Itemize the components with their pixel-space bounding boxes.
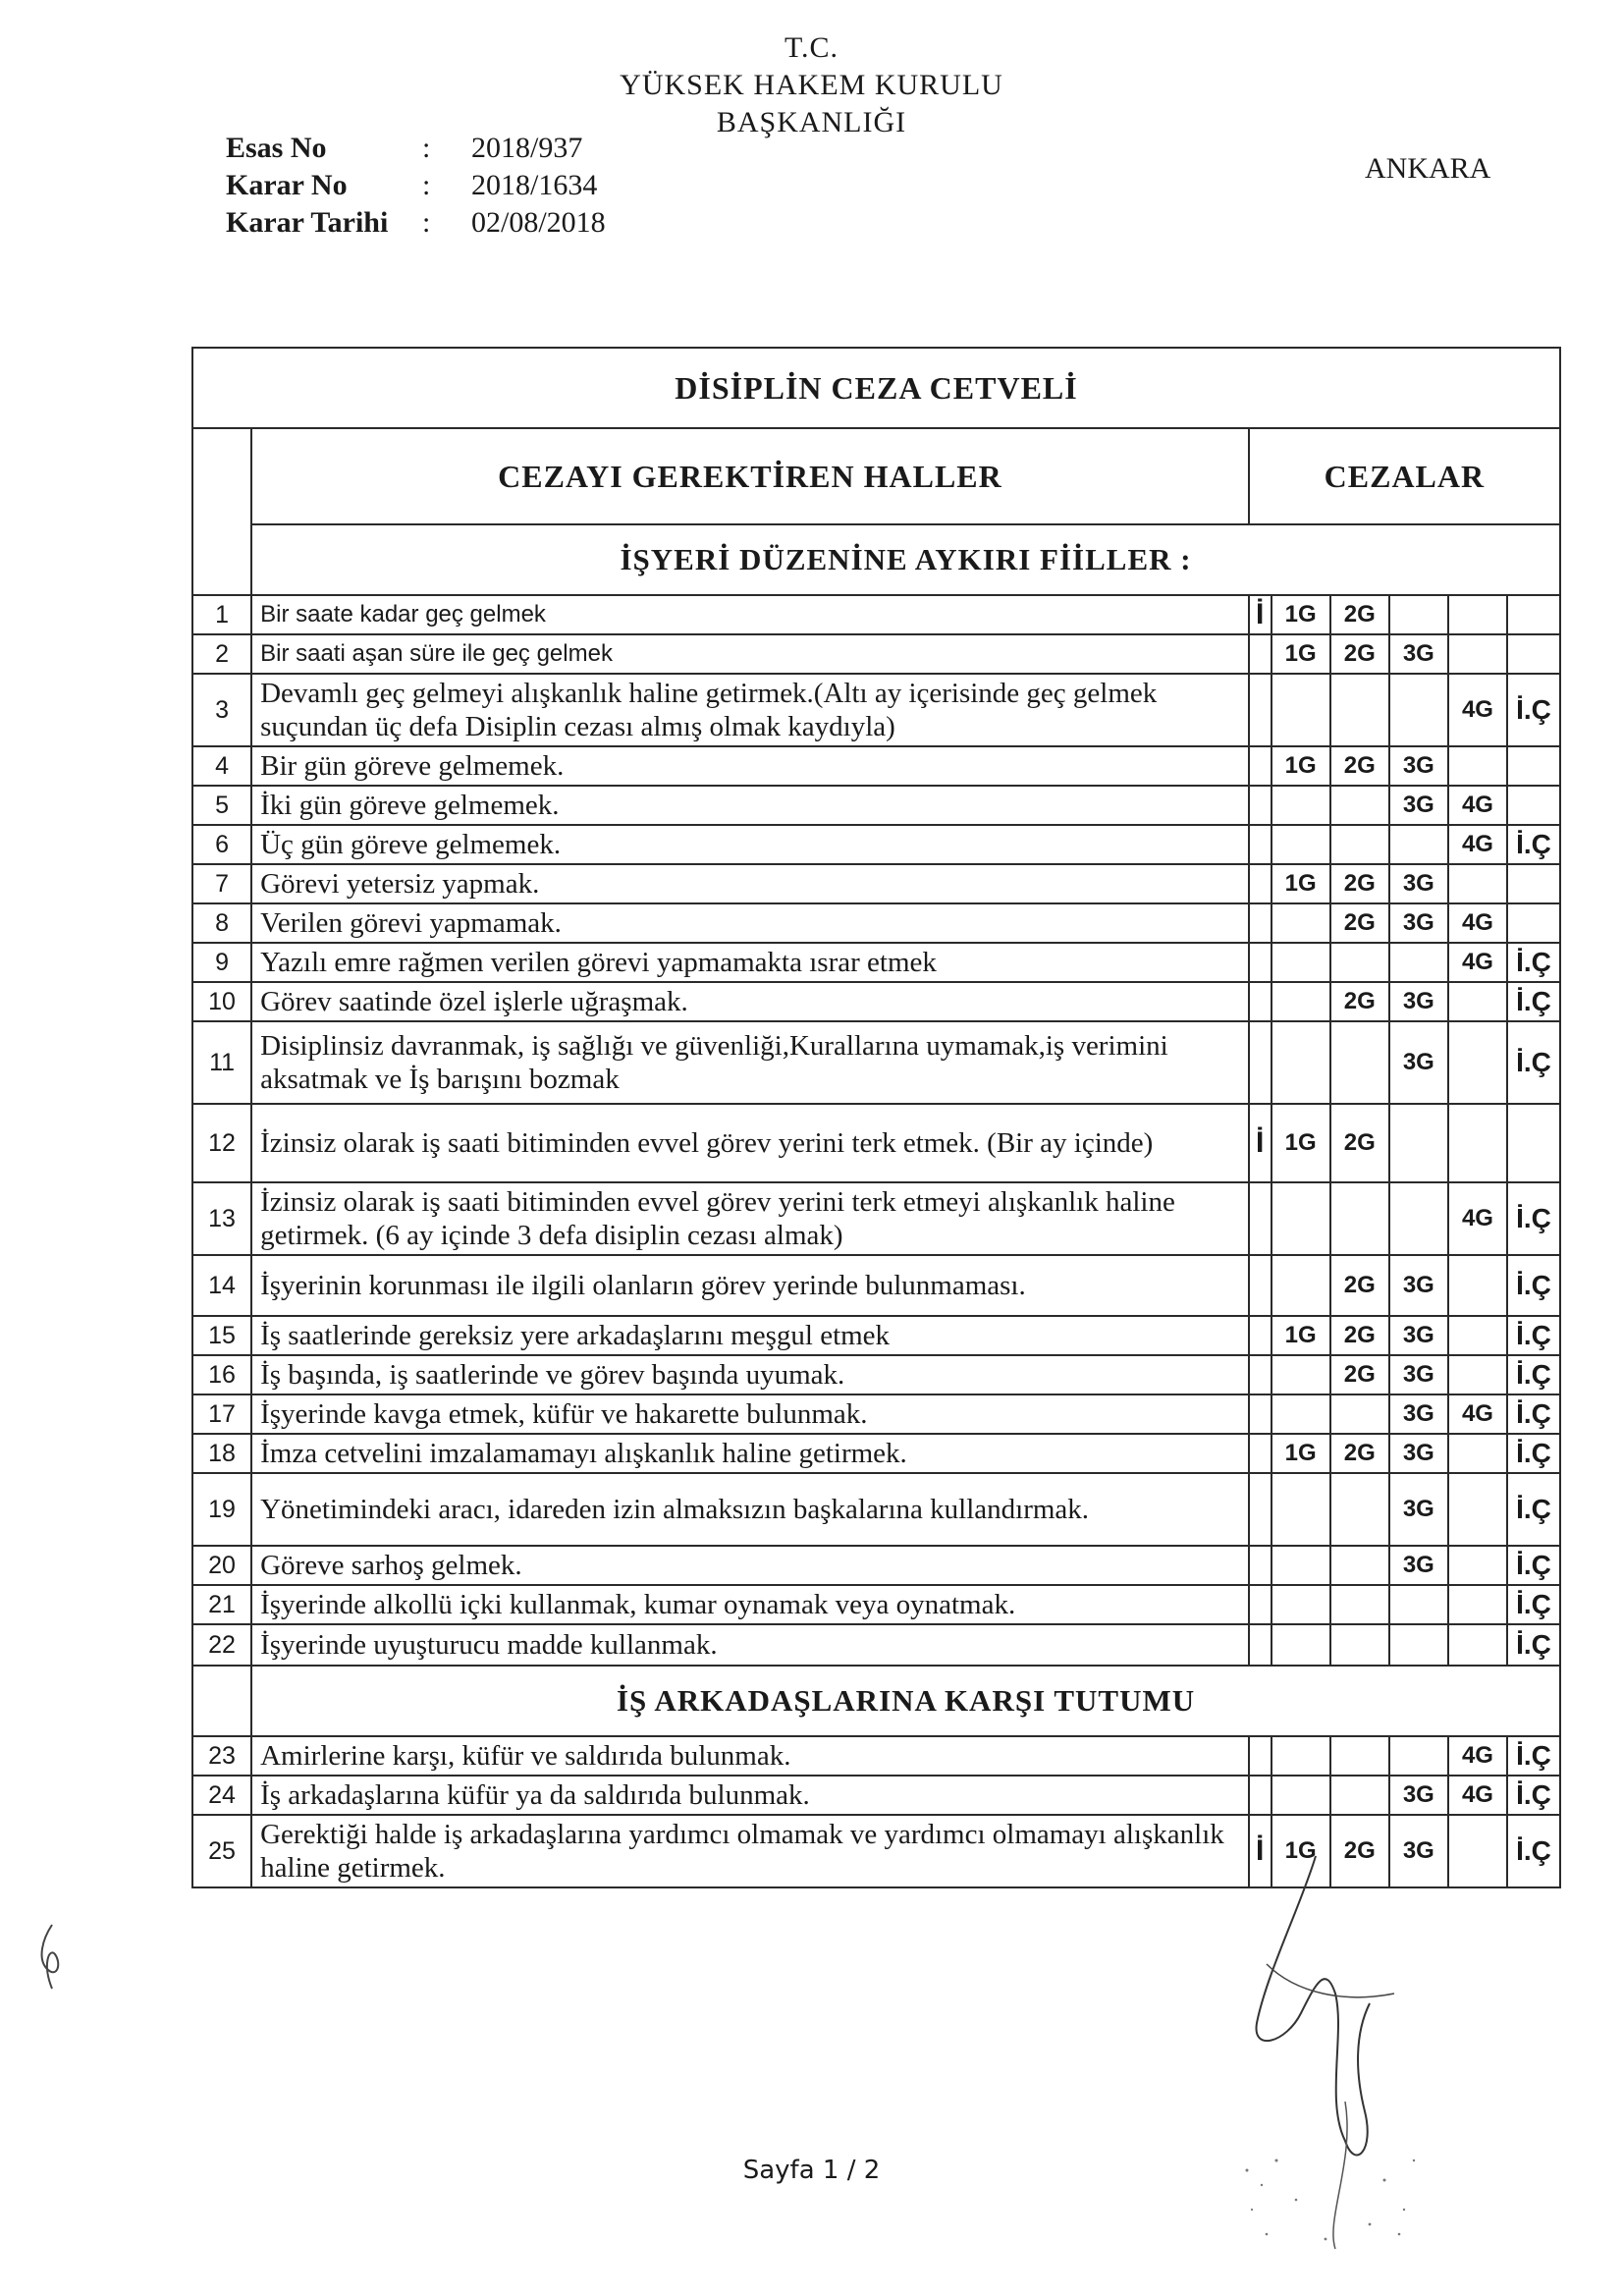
penalty-cell: 4G xyxy=(1448,825,1507,864)
handwritten-mark-icon xyxy=(27,1920,77,1998)
penalty-cell: 1G xyxy=(1271,746,1330,786)
table-row xyxy=(192,1355,1560,1394)
row-number: 15 xyxy=(192,1316,251,1355)
penalty-cell xyxy=(1507,634,1560,674)
penalty-cell: 2G xyxy=(1330,1815,1389,1887)
penalty-cell xyxy=(1448,1624,1507,1666)
penalty-cell: 3G xyxy=(1389,864,1448,903)
page-number: Sayfa 1 / 2 xyxy=(742,2156,881,2185)
penalty-cell xyxy=(1330,1473,1389,1546)
penalty-cell xyxy=(1249,982,1271,1021)
penalty-cell: 4G xyxy=(1448,674,1507,746)
penalty-cell xyxy=(1249,825,1271,864)
row-number: 5 xyxy=(192,786,251,825)
penalty-cell xyxy=(1271,1394,1330,1434)
penalty-cell xyxy=(1389,1182,1448,1255)
penalty-cell xyxy=(1249,1473,1271,1546)
penalty-cell: 3G xyxy=(1389,1546,1448,1585)
row-description: Bir saati aşan süre ile geç gelmek xyxy=(251,634,1249,674)
penalty-cell: 2G xyxy=(1330,595,1389,634)
penalty-cell: 3G xyxy=(1389,982,1448,1021)
table-row xyxy=(192,634,1560,674)
row-description: Bir saate kadar geç gelmek xyxy=(251,595,1249,634)
header-blank xyxy=(192,428,251,595)
penalty-cell: İ.Ç xyxy=(1507,1736,1560,1776)
penalty-cell xyxy=(1249,1624,1271,1666)
penalty-cell: 3G xyxy=(1389,786,1448,825)
penalty-cell xyxy=(1271,1182,1330,1255)
penalty-cell xyxy=(1271,674,1330,746)
penalty-cell xyxy=(1389,1736,1448,1776)
row-description: İki gün göreve gelmemek. xyxy=(251,786,1249,825)
row-number: 1 xyxy=(192,595,251,634)
penalty-cell xyxy=(1389,595,1448,634)
penalty-cell xyxy=(1271,1736,1330,1776)
penalty-cell: 4G xyxy=(1448,1394,1507,1434)
row-number: 23 xyxy=(192,1736,251,1776)
penalty-cell xyxy=(1448,1316,1507,1355)
penalty-cell xyxy=(1249,1182,1271,1255)
penalty-cell xyxy=(1330,1776,1389,1815)
penalty-cell: İ.Ç xyxy=(1507,1394,1560,1434)
penalty-cell xyxy=(1448,1815,1507,1887)
penalty-cell xyxy=(1271,1585,1330,1624)
penalty-cell: İ.Ç xyxy=(1507,982,1560,1021)
penalty-cell: 3G xyxy=(1389,1021,1448,1104)
penalty-cell xyxy=(1249,1355,1271,1394)
table-row xyxy=(192,786,1560,825)
row-number: 24 xyxy=(192,1776,251,1815)
penalty-cell xyxy=(1249,1316,1271,1355)
penalty-cell: 2G xyxy=(1330,1255,1389,1316)
penalty-cell: İ.Ç xyxy=(1507,1585,1560,1624)
penalty-cell xyxy=(1249,1255,1271,1316)
row-description: Disiplinsiz davranmak, iş sağlığı ve güvenliği,Kurallarına uymamak,iş verimini aksatmak ve İş barışını bozmak xyxy=(251,1021,1249,1104)
city: ANKARA xyxy=(1365,152,1491,185)
penalty-cell xyxy=(1271,982,1330,1021)
meta-label: Karar Tarihi xyxy=(226,206,389,239)
penalty-cell: 3G xyxy=(1389,903,1448,943)
penalty-cell: 1G xyxy=(1271,1815,1330,1887)
penalty-cell xyxy=(1271,1355,1330,1394)
penalty-cell xyxy=(1448,1355,1507,1394)
penalty-cell xyxy=(1271,903,1330,943)
penalty-cell xyxy=(1271,825,1330,864)
table-row xyxy=(192,1473,1560,1546)
penalty-cell: İ.Ç xyxy=(1507,1182,1560,1255)
penalty-cell xyxy=(1249,746,1271,786)
row-description: Üç gün göreve gelmemek. xyxy=(251,825,1249,864)
row-number: 10 xyxy=(192,982,251,1021)
table-title: DİSİPLİN CEZA CETVELİ xyxy=(192,348,1560,428)
penalty-cell: 1G xyxy=(1271,1434,1330,1473)
penalty-cell: 2G xyxy=(1330,1104,1389,1182)
penalty-cell: 1G xyxy=(1271,1104,1330,1182)
penalty-cell xyxy=(1448,982,1507,1021)
row-description: İmza cetvelini imzalamamayı alışkanlık haline getirmek. xyxy=(251,1434,1249,1473)
meta-row-karar xyxy=(226,167,606,204)
penalty-cell: İ.Ç xyxy=(1507,1624,1560,1666)
penalty-cell: İ xyxy=(1249,1815,1271,1887)
table-row xyxy=(192,1182,1560,1255)
column-header-penalties: CEZALAR xyxy=(1249,428,1560,524)
penalty-cell: İ.Ç xyxy=(1507,1316,1560,1355)
table-row xyxy=(192,1434,1560,1473)
row-number: 19 xyxy=(192,1473,251,1546)
penalty-cell: 3G xyxy=(1389,634,1448,674)
row-description: İzinsiz olarak iş saati bitiminden evvel görev yerini terk etmek. (Bir ay içinde) xyxy=(251,1104,1249,1182)
penalty-cell xyxy=(1389,1585,1448,1624)
penalty-cell xyxy=(1448,1104,1507,1182)
penalty-cell xyxy=(1271,943,1330,982)
meta-row-esas xyxy=(226,130,606,167)
header-line-1: T.C. xyxy=(784,31,839,64)
table-row xyxy=(192,1776,1560,1815)
penalty-cell xyxy=(1507,864,1560,903)
penalty-cell xyxy=(1271,786,1330,825)
table-row xyxy=(192,1104,1560,1182)
penalty-cell: 3G xyxy=(1389,1355,1448,1394)
table-row xyxy=(192,595,1560,634)
penalty-cell xyxy=(1389,1104,1448,1182)
row-description: Bir gün göreve gelmemek. xyxy=(251,746,1249,786)
penalty-cell: İ.Ç xyxy=(1507,1815,1560,1887)
penalty-cell: İ.Ç xyxy=(1507,1546,1560,1585)
meta-value: 2018/937 xyxy=(471,132,583,164)
row-description: İş başında, iş saatlerinde ve görev başında uyumak. xyxy=(251,1355,1249,1394)
penalty-cell: 1G xyxy=(1271,864,1330,903)
penalty-cell: 3G xyxy=(1389,1316,1448,1355)
penalty-cell xyxy=(1507,903,1560,943)
row-description: Görev saatinde özel işlerle uğraşmak. xyxy=(251,982,1249,1021)
penalty-cell xyxy=(1389,674,1448,746)
penalty-cell: İ xyxy=(1249,595,1271,634)
penalty-cell: 3G xyxy=(1389,1255,1448,1316)
row-number: 14 xyxy=(192,1255,251,1316)
penalty-cell: 3G xyxy=(1389,746,1448,786)
penalty-cell xyxy=(1271,1021,1330,1104)
penalty-cell xyxy=(1249,674,1271,746)
row-description: Amirlerine karşı, küfür ve saldırıda bulunmak. xyxy=(251,1736,1249,1776)
penalty-cell: 3G xyxy=(1389,1473,1448,1546)
penalty-cell xyxy=(1330,1021,1389,1104)
penalty-cell xyxy=(1507,786,1560,825)
section-blank xyxy=(192,1666,251,1736)
penalty-cell: 2G xyxy=(1330,1316,1389,1355)
penalty-cell xyxy=(1448,1546,1507,1585)
penalty-cell xyxy=(1249,634,1271,674)
table-row xyxy=(192,1316,1560,1355)
penalty-cell: 3G xyxy=(1389,1776,1448,1815)
column-header-cases: CEZAYI GEREKTİREN HALLER xyxy=(251,428,1249,524)
section-heading-colleagues: İŞ ARKADAŞLARINA KARŞI TUTUMU xyxy=(251,1666,1560,1736)
penalty-cell xyxy=(1249,1585,1271,1624)
table-row xyxy=(192,825,1560,864)
row-number: 6 xyxy=(192,825,251,864)
penalty-cell: İ.Ç xyxy=(1507,943,1560,982)
row-number: 12 xyxy=(192,1104,251,1182)
row-description: Görevi yetersiz yapmak. xyxy=(251,864,1249,903)
table-row xyxy=(192,1394,1560,1434)
row-number: 2 xyxy=(192,634,251,674)
penalty-table xyxy=(191,347,1561,1888)
penalty-cell: 2G xyxy=(1330,634,1389,674)
penalty-cell xyxy=(1271,1473,1330,1546)
row-number: 25 xyxy=(192,1815,251,1887)
meta-colon: : xyxy=(422,132,431,164)
penalty-cell xyxy=(1448,1434,1507,1473)
table-row xyxy=(192,864,1560,903)
penalty-cell xyxy=(1507,595,1560,634)
row-description: Gerektiği halde iş arkadaşlarına yardımcı olmamak ve yardımcı olmamayı alışkanlık haline getirmek. xyxy=(251,1815,1249,1887)
penalty-cell xyxy=(1330,1394,1389,1434)
table-row xyxy=(192,903,1560,943)
penalty-cell xyxy=(1330,786,1389,825)
table-row xyxy=(192,674,1560,746)
penalty-cell xyxy=(1448,595,1507,634)
meta-row-tarih xyxy=(226,204,606,242)
penalty-cell xyxy=(1249,786,1271,825)
section-heading-workplace: İŞYERİ DÜZENİNE AYKIRI FİİLLER : xyxy=(251,524,1560,595)
header-line-2: YÜKSEK HAKEM KURULU xyxy=(620,69,1003,101)
penalty-cell: 4G xyxy=(1448,786,1507,825)
penalty-cell: 2G xyxy=(1330,982,1389,1021)
penalty-cell: 3G xyxy=(1389,1815,1448,1887)
penalty-cell: 3G xyxy=(1389,1434,1448,1473)
penalty-cell xyxy=(1249,1736,1271,1776)
row-description: Yazılı emre rağmen verilen görevi yapmamakta ısrar etmek xyxy=(251,943,1249,982)
penalty-cell: 2G xyxy=(1330,864,1389,903)
meta-colon: : xyxy=(422,206,431,239)
table-row xyxy=(192,1624,1560,1666)
row-description: Verilen görevi yapmamak. xyxy=(251,903,1249,943)
penalty-cell: 4G xyxy=(1448,1776,1507,1815)
table-row xyxy=(192,943,1560,982)
row-number: 8 xyxy=(192,903,251,943)
penalty-cell: 2G xyxy=(1330,1434,1389,1473)
table-row xyxy=(192,1736,1560,1776)
penalty-cell: İ.Ç xyxy=(1507,1776,1560,1815)
penalty-cell xyxy=(1271,1255,1330,1316)
row-number: 16 xyxy=(192,1355,251,1394)
penalty-cell xyxy=(1249,1546,1271,1585)
row-description: İşyerinde kavga etmek, küfür ve hakarette bulunmak. xyxy=(251,1394,1249,1434)
penalty-cell xyxy=(1448,1473,1507,1546)
table-row xyxy=(192,1585,1560,1624)
penalty-cell: 2G xyxy=(1330,746,1389,786)
penalty-cell xyxy=(1330,674,1389,746)
row-description: İş arkadaşlarına küfür ya da saldırıda bulunmak. xyxy=(251,1776,1249,1815)
penalty-cell: 1G xyxy=(1271,1316,1330,1355)
penalty-cell xyxy=(1249,1776,1271,1815)
penalty-cell: İ.Ç xyxy=(1507,825,1560,864)
meta-colon: : xyxy=(422,169,431,201)
penalty-cell xyxy=(1249,1021,1271,1104)
penalty-cell: 2G xyxy=(1330,1355,1389,1394)
penalty-cell xyxy=(1448,746,1507,786)
row-description: İzinsiz olarak iş saati bitiminden evvel görev yerini terk etmeyi alışkanlık haline getirmek. (6 ay içinde 3 defa disiplin cezası almak) xyxy=(251,1182,1249,1255)
penalty-cell: İ.Ç xyxy=(1507,1355,1560,1394)
penalty-cell: 3G xyxy=(1389,1394,1448,1434)
penalty-cell xyxy=(1448,864,1507,903)
rows-section-1 xyxy=(192,595,1560,1666)
penalty-cell: İ.Ç xyxy=(1507,1434,1560,1473)
penalty-cell xyxy=(1271,1624,1330,1666)
meta-label: Karar No xyxy=(226,169,348,201)
penalty-cell xyxy=(1330,1736,1389,1776)
penalty-cell: 4G xyxy=(1448,1182,1507,1255)
penalty-cell: İ.Ç xyxy=(1507,674,1560,746)
header-line-3: BAŞKANLIĞI xyxy=(716,106,907,138)
penalty-cell: 4G xyxy=(1448,943,1507,982)
row-description: İşyerinde uyuşturucu madde kullanmak. xyxy=(251,1624,1249,1666)
row-number: 9 xyxy=(192,943,251,982)
penalty-cell xyxy=(1448,1585,1507,1624)
penalty-cell: 2G xyxy=(1330,903,1389,943)
penalty-cell xyxy=(1330,825,1389,864)
row-number: 11 xyxy=(192,1021,251,1104)
penalty-cell xyxy=(1448,1021,1507,1104)
penalty-cell xyxy=(1330,1182,1389,1255)
penalty-cell xyxy=(1507,746,1560,786)
row-number: 21 xyxy=(192,1585,251,1624)
penalty-cell: İ.Ç xyxy=(1507,1021,1560,1104)
row-number: 17 xyxy=(192,1394,251,1434)
row-number: 20 xyxy=(192,1546,251,1585)
row-number: 3 xyxy=(192,674,251,746)
signature-icon xyxy=(1208,1846,1443,2259)
penalty-cell xyxy=(1271,1776,1330,1815)
row-description: İşyerinin korunması ile ilgili olanların görev yerinde bulunmaması. xyxy=(251,1255,1249,1316)
penalty-cell: 4G xyxy=(1448,1736,1507,1776)
penalty-cell xyxy=(1330,1585,1389,1624)
row-number: 13 xyxy=(192,1182,251,1255)
penalty-cell xyxy=(1330,943,1389,982)
row-number: 7 xyxy=(192,864,251,903)
penalty-cell xyxy=(1249,1394,1271,1434)
table-row xyxy=(192,1546,1560,1585)
institution-header xyxy=(0,29,1623,141)
penalty-cell xyxy=(1249,903,1271,943)
penalty-cell: 4G xyxy=(1448,903,1507,943)
row-number: 22 xyxy=(192,1624,251,1666)
table-row xyxy=(192,1255,1560,1316)
penalty-cell: İ.Ç xyxy=(1507,1255,1560,1316)
penalty-cell xyxy=(1389,825,1448,864)
row-description: Göreve sarhoş gelmek. xyxy=(251,1546,1249,1585)
case-meta xyxy=(226,130,606,242)
row-description: İş saatlerinde gereksiz yere arkadaşlarını meşgul etmek xyxy=(251,1316,1249,1355)
penalty-cell xyxy=(1249,864,1271,903)
penalty-cell xyxy=(1448,1255,1507,1316)
penalty-cell xyxy=(1330,1546,1389,1585)
row-description: İşyerinde alkollü içki kullanmak, kumar oynamak veya oynatmak. xyxy=(251,1585,1249,1624)
meta-value: 02/08/2018 xyxy=(471,206,606,239)
row-number: 4 xyxy=(192,746,251,786)
row-number: 18 xyxy=(192,1434,251,1473)
penalty-cell xyxy=(1330,1624,1389,1666)
penalty-cell: İ.Ç xyxy=(1507,1473,1560,1546)
penalty-cell xyxy=(1249,943,1271,982)
penalty-cell xyxy=(1448,634,1507,674)
penalty-cell xyxy=(1249,1434,1271,1473)
penalty-cell xyxy=(1389,1624,1448,1666)
penalty-cell xyxy=(1389,943,1448,982)
meta-label: Esas No xyxy=(226,132,327,164)
row-description: Yönetimindeki aracı, idareden izin almaksızın başkalarına kullandırmak. xyxy=(251,1473,1249,1546)
meta-value: 2018/1634 xyxy=(471,169,598,201)
table-row xyxy=(192,982,1560,1021)
penalty-cell xyxy=(1507,1104,1560,1182)
penalty-cell: 1G xyxy=(1271,595,1330,634)
penalty-cell: İ xyxy=(1249,1104,1271,1182)
penalty-cell: 1G xyxy=(1271,634,1330,674)
row-description: Devamlı geç gelmeyi alışkanlık haline getirmek.(Altı ay içerisinde geç gelmek suçundan üç defa Disiplin cezası almış olmak kaydıyla) xyxy=(251,674,1249,746)
table-row xyxy=(192,1021,1560,1104)
penalty-cell xyxy=(1271,1546,1330,1585)
table-row xyxy=(192,746,1560,786)
